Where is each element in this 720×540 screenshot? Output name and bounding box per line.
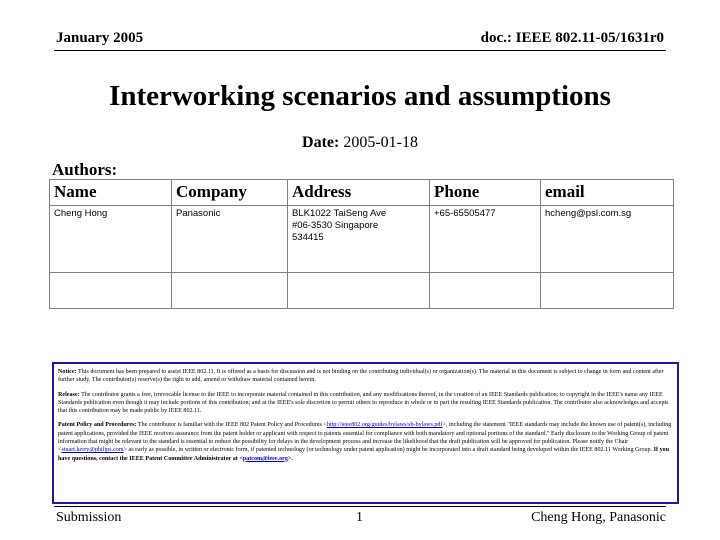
slide-header <box>54 30 666 52</box>
patent-lead: Patent Policy and Procedures: <box>58 422 137 429</box>
cell-phone: +65-65505477 <box>430 206 541 273</box>
footer-page-number: 1 <box>356 510 363 525</box>
cell-name <box>50 273 172 309</box>
authors-table <box>49 179 674 309</box>
header-date: January 2005 <box>56 30 144 46</box>
date-line <box>0 134 720 152</box>
table-row <box>50 273 674 309</box>
release-paragraph <box>58 391 673 416</box>
footer-author: Cheng Hong, Panasonic <box>531 510 666 525</box>
cell-email <box>541 273 674 309</box>
notice-box <box>52 362 679 504</box>
table-header-row <box>50 180 674 206</box>
patent-contact-text: If you have questions, contact the IEEE Patent Committee Administrator at < <box>58 447 670 462</box>
header-rule <box>54 50 666 51</box>
footer-rule <box>54 506 666 507</box>
patent-text-a: The contributor is familiar with the IEEE 802 Patent Policy and Procedures < <box>137 422 327 429</box>
cell-name: Cheng Hong <box>50 206 172 273</box>
notice-paragraph <box>58 368 673 385</box>
cell-address <box>288 273 430 309</box>
cell-company: Panasonic <box>172 206 288 273</box>
col-header-phone: Phone <box>430 180 541 206</box>
date-value: 2005-01-18 <box>343 134 418 151</box>
bylaws-link[interactable]: http://ieee802.org/guides/bylaws/sb-bylaws.pdf <box>326 422 443 429</box>
header-doc-id: doc.: IEEE 802.11-05/1631r0 <box>480 30 664 46</box>
slide-title: Interworking scenarios and assumptions <box>109 80 611 112</box>
patcom-email-link[interactable]: patcom@ieee.org <box>242 455 288 462</box>
patent-paragraph <box>58 421 673 462</box>
col-header-name: Name <box>50 180 172 206</box>
patent-text-c: > as early as possible, in written or electronic form, if patented technology (or technology under patent application) might be incorporated into a draft standard being developed within the IEEE 802.11 Working Group. <box>123 447 653 454</box>
cell-address: BLK1022 TaiSeng Ave #06-3530 Singapore 534415 <box>288 206 430 273</box>
cell-email: hcheng@psl.com.sg <box>541 206 674 273</box>
release-lead: Release: <box>58 391 80 398</box>
date-label: Date: <box>302 134 340 151</box>
cell-company <box>172 273 288 309</box>
table-row <box>50 206 674 273</box>
patent-text-b: >, including the statement "IEEE standards may include the known use of patent(s), including patent applications, provided the IEEE receives assurance from the patent holder or applicant with respect to patents essential for compliance with both mandatory and optional portions of the standard." Early disclosure to the Working Group of patent information that might be relevant to the standard is essential to reduce the possibility for delays in the development process and increase the likelihood that the draft publication will be approved for publication. Please notify the Chair < <box>58 422 672 454</box>
release-text: The contributor grants a free, irrevocable license to the IEEE to incorporate material contained in this contribution, and any modifications thereof, in the creation of an IEEE Standards publication; to copyright in the IEEE's name any IEEE Standards publication even though it may include portions of this contribution; and at the IEEE's sole discretion to permit others to reproduce in whole or in part the resulting IEEE Standards publication. The contributor also acknowledges and accepts that this contribution may be made public by IEEE 802.11. <box>58 391 669 415</box>
col-header-address: Address <box>288 180 430 206</box>
col-header-company: Company <box>172 180 288 206</box>
slide-footer <box>54 505 666 527</box>
chair-email-link[interactable]: stuart.kerry@philips.com <box>61 447 124 454</box>
patent-end: >. <box>287 455 293 462</box>
col-header-email: email <box>541 180 674 206</box>
notice-lead: Notice: <box>58 369 77 375</box>
footer-submission: Submission <box>56 510 122 525</box>
cell-phone <box>430 273 541 309</box>
notice-text: This document has been prepared to assist IEEE 802.11. It is offered as a basis for discussion and is not binding on the contributing individual(s) or organization(s). The material in this document is subject to change in form and content after further study. The contributor(s) reserve(s) the right to add, amend or withdraw material contained herein. <box>58 369 664 384</box>
authors-label: Authors: <box>52 160 118 179</box>
